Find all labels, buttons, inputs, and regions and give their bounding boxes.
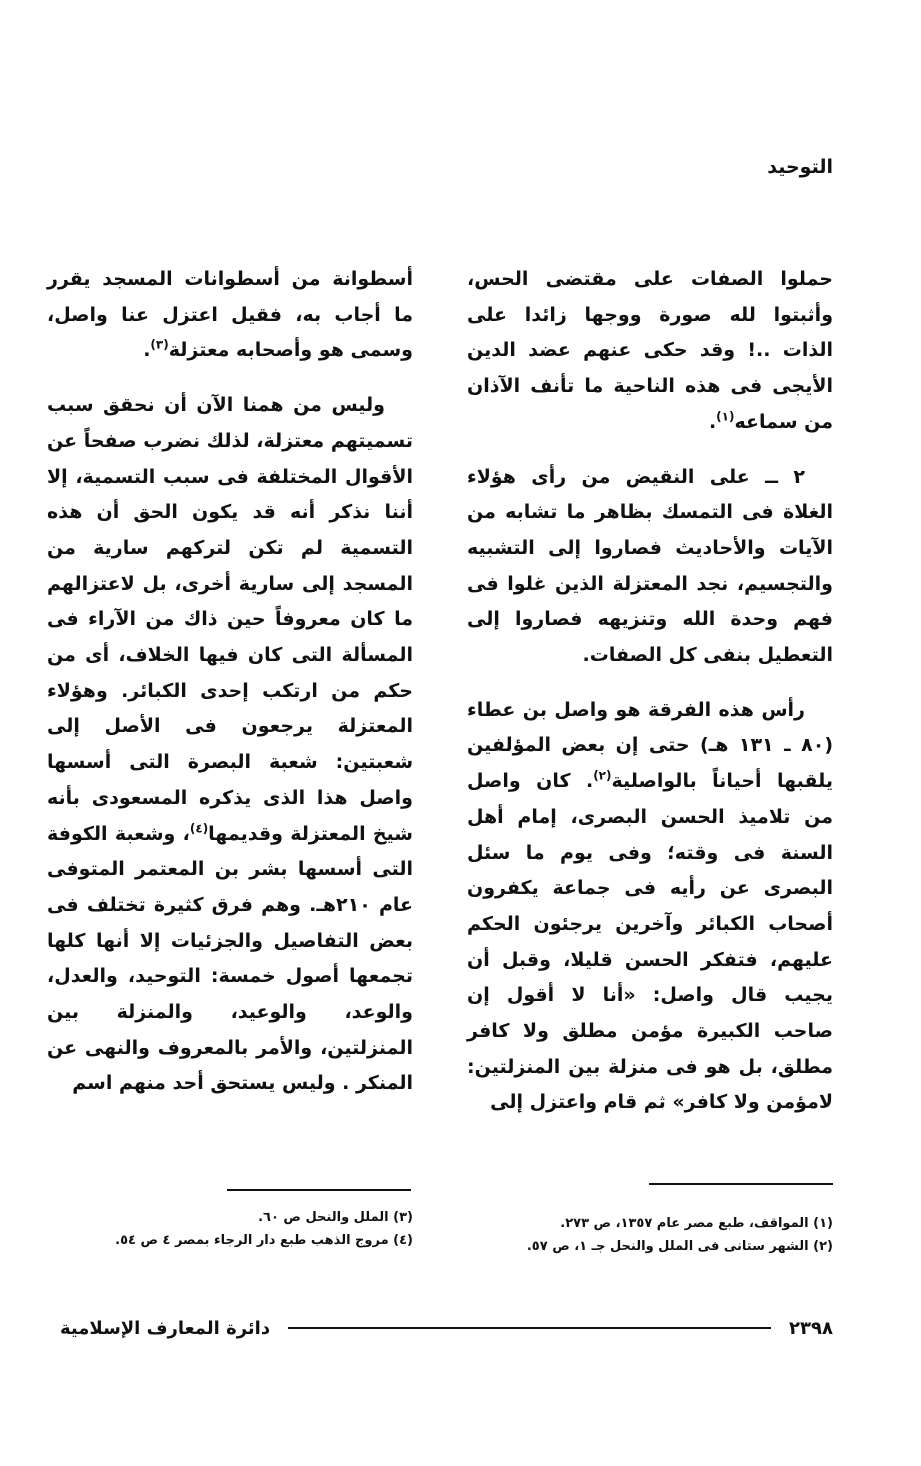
paragraph-text: أسطوانة من أسطوانات المسجد يقرر ما أجاب به، فقيل اعتزل عنا واصل، وسمى هو وأصحابه معتزلة [47, 268, 413, 362]
paragraph-text: وليس من همنا الآن أن نحقق سبب تسميتهم معتزلة، لذلك نضرب صفحاً عن الأقوال المختلفة فى سبب التسمية، إلا أننا نذكر أنه قد يكون الحق أن هذه التسمية لم تكن لتركهم سارية من المسجد إلى سارية أخرى، بل لاعتزالهم ما كان معروفاً حين ذاك من الآراء فى المسألة التى كان فيها الخلاف، أى من حكم من ارتكب إحدى الكبائر. وهؤلاء المعتزلة يرجعون فى الأصل إلى شعبتين: شعبة البصرة التى أسسها واصل هذا الذى يذكره المسعودى بأنه شيخ المعتزلة وقديمها [47, 394, 413, 845]
footnote-separator [227, 1189, 411, 1191]
paragraph [47, 388, 413, 1102]
footnote-separator [649, 1183, 833, 1185]
paragraph-text: . [708, 410, 717, 433]
paragraph-text: . كان واصل من تلاميذ الحسن البصرى، إمام أهل السنة فى وقته؛ وفى يوم ما سئل البصرى عن رأيه فى جماعة يكفرون أصحاب الكبائر وآخرين يرجئون الحكم عليهم، فتفكر الحسن قليلا، وقبل أن يجيب قال واصل: «أنا لا أقول إن صاحب الكبيرة مؤمن مطلق ولا كافر مطلق، بل هو فى منزلة بين المنزلتين: لامؤمن ولا كافر» ثم قام واعتزل إلى [467, 770, 833, 1114]
footnote: (٣) الملل والنحل ص ٦٠. [258, 1210, 413, 1225]
text-column-left [47, 262, 413, 1121]
page-number: ٢٣٩٨ [789, 1317, 833, 1339]
paragraph-text: ، وشعبة الكوفة التى أسسها بشر بن المعتمر المتوفى عام ٢١٠هـ. وهم فرق كثيرة تختلف فى بعض التفاصيل والجزئيات إلا أنها كلها تجمعها أصول خمسة: التوحيد، والعدل، والوعد، والوعيد، والمنزلة بين المنزلتين، والأمر بالمعروف والنهى عن المنكر . وليس يستحق أحد منهم اسم [47, 822, 413, 1095]
footnote-ref: (٣) [150, 338, 169, 353]
footnote: (١) المواقف، طبع مصر عام ١٣٥٧، ص ٢٧٣. [560, 1216, 833, 1231]
text-column-right [467, 262, 833, 1140]
footnote-ref: (٢) [593, 768, 612, 783]
footnote-ref: (١) [716, 409, 735, 424]
paragraph-text: رأس هذه الفرقة هو واصل بن عطاء (٨٠ ـ ١٣١ هـ) حتى إن بعض المؤلفين يلقبها أحياناً بالواصلية [467, 698, 833, 793]
footnotes-left [47, 1206, 413, 1252]
paragraph [467, 693, 833, 1121]
publication-title: دائرة المعارف الإسلامية [60, 1317, 271, 1339]
paragraph-text: حملوا الصفات على مقتضى الحس، وأثبتوا لله صورة ووجها زائدا على الذات ..! وقد حكى عنهم عضد الدين الأيجى فى هذه الناحية ما تأنف الآذان من سماعه [467, 268, 833, 433]
footnote: (٤) مروج الذهب طبع دار الرجاء بمصر ٤ ص ٥٤. [115, 1233, 413, 1248]
footnotes-right [467, 1212, 833, 1258]
running-head-title: التوحيد [767, 156, 833, 178]
paragraph [47, 262, 413, 369]
page-footer [60, 1314, 833, 1342]
paragraph [467, 262, 833, 441]
footnote-ref: (٤) [189, 821, 209, 836]
footer-rule [288, 1327, 771, 1329]
paragraph-text: . [143, 339, 151, 362]
footnote: (٢) الشهر ستانى فى الملل والنحل جـ ١، ص ٥٧. [526, 1239, 833, 1254]
paragraph: ٢ ــ على النقيض من رأى هؤلاء الغلاة فى التمسك بظاهر ما تشابه من الآيات والأحاديث فصاروا إلى التشبيه والتجسيم، نجد المعتزلة الذين غلوا فى فهم وحدة الله وتنزيهه فصاروا إلى التعطيل بنفى كل الصفات. [467, 465, 833, 667]
